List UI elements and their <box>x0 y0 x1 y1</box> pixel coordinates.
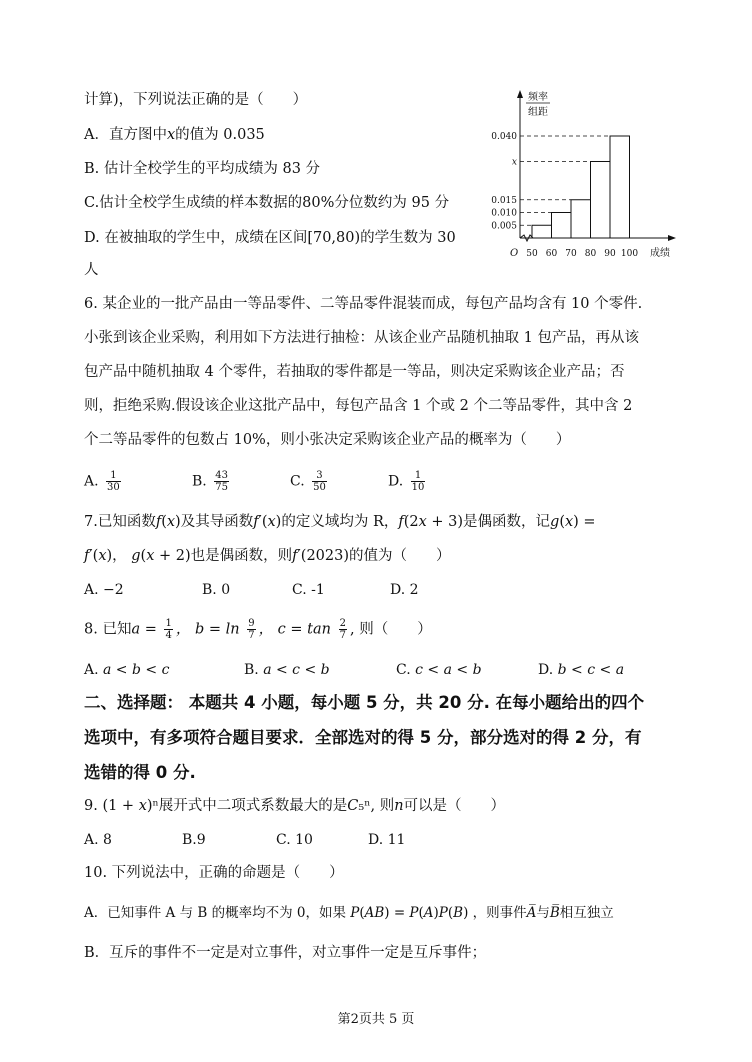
q9-stem: 9. (1 + 𝑥)ⁿ展开式中二项式系数最大的是𝐶₅ⁿ, 则𝑛可以是（ ） <box>84 798 506 814</box>
q6-option-d: D. $\frac{1}{10}$ <box>388 470 425 493</box>
q9-option-c: C. 10 <box>276 832 313 848</box>
q5-option-d-cont: 人 <box>84 262 99 278</box>
frequency-histogram <box>480 88 680 268</box>
q7-option-d: D. 2 <box>390 582 419 598</box>
histogram-bar-90 <box>610 136 630 238</box>
q8-option-b: B. 𝑎 < 𝑐 < 𝑏 <box>244 662 330 678</box>
q8-stem: 8. 已知𝑎 = $\frac{1}{4}$ ， 𝑏 = 𝑙𝑛 $\frac{9}{7}$ ， 𝑐 = 𝑡𝑎𝑛 $\frac{2}{7}$ , 则（ ） <box>84 618 432 641</box>
y-tick-label-0.040: 0.040 <box>491 132 517 142</box>
section-2-heading-line-1: 二、选择题： 本题共 4 小题，每小题 5 分，共 20 分. 在每小题给出的四个 <box>84 693 645 712</box>
q5-stem-tail: 计算)，下列说法正确的是（ ） <box>84 92 308 108</box>
q6-line-5: 个二等品零件的包数占 10%，则小张决定采购该企业产品的概率为（ ） <box>84 432 571 448</box>
x-tick-label-80: 80 <box>584 249 597 259</box>
x-tick-label-100: 100 <box>620 249 639 259</box>
y-axis-arrow <box>517 90 523 98</box>
q6-line-1: 6. 某企业的一批产品由一等品零件、二等品零件混装而成，每包产品均含有 10 个零件. <box>84 296 643 312</box>
y-tick-label-x: x <box>511 157 517 168</box>
q6-line-3: 包产品中随机抽取 4 个零件，若抽取的零件都是一等品，则决定采购该企业产品；否 <box>84 364 625 380</box>
q7-line-1: 7.已知函数𝑓(𝑥)及其导函数𝑓′(𝑥)的定义域均为 R，𝑓(2𝑥 + 3)是偶函数，记𝑔(𝑥) = <box>84 514 596 530</box>
q10-option-b: B．互斥的事件不一定是对立事件，对立事件一定是互斥事件； <box>84 945 487 961</box>
q6-option-b: B. $\frac{43}{75}$ <box>192 470 228 493</box>
q7-option-b: B. 0 <box>202 582 231 598</box>
q9-option-d: D. 11 <box>368 832 406 848</box>
section-2-heading-line-2: 选项中，有多项符合题目要求．全部选对的得 5 分，部分选对的得 2 分，有 <box>84 728 642 747</box>
q6-line-2: 小张到该企业采购，利用如下方法进行抽检：从该企业产品随机抽取 1 包产品，再从该 <box>84 330 639 346</box>
y-axis-label-top: 频率 <box>528 92 548 103</box>
histogram-bar-80 <box>591 162 611 239</box>
q9-option-a: A. 8 <box>84 832 112 848</box>
q8-option-c: C. 𝑐 < 𝑎 < 𝑏 <box>396 662 482 678</box>
q6-option-a: A. $\frac{1}{30}$ <box>84 470 120 493</box>
x-axis-arrow <box>668 235 676 241</box>
y-axis-label-bottom: 组距 <box>528 107 548 118</box>
histogram-bar-70 <box>571 200 591 238</box>
x-tick-label-50: 50 <box>526 249 538 259</box>
section-2-heading-line-3: 选错的得 0 分. <box>84 763 196 782</box>
x-tick-label-90: 90 <box>604 249 616 259</box>
q7-option-c: C. -1 <box>292 582 325 598</box>
q6-line-4: 则，拒绝采购.假设该企业这批产品中，每包产品含 1 个或 2 个二等品零件，其中含 2 <box>84 398 633 414</box>
q9-option-b: B.9 <box>182 832 206 848</box>
histogram-bar-60 <box>552 213 572 239</box>
q5-option-a: A．直方图中𝑥的值为 0.035 <box>84 127 265 143</box>
q10-stem: 10. 下列说法中，正确的命题是（ ） <box>84 865 344 881</box>
q5-option-c: C.估计全校学生成绩的样本数据的80%分位数约为 95 分 <box>84 195 450 211</box>
y-tick-label-0.005: 0.005 <box>491 221 517 232</box>
histogram-bar-50 <box>532 225 552 238</box>
q10-option-a: A．已知事件 A 与 B 的概率均不为 0，如果 𝑃(𝐴𝐵) = 𝑃(𝐴)𝑃(𝐵) ，则事件𝐴̅与𝐵̅相互独立 <box>84 905 614 921</box>
x-tick-label-70: 70 <box>565 249 577 259</box>
origin-label: O <box>510 248 519 259</box>
q8-option-a: A. 𝑎 < 𝑏 < 𝑐 <box>84 662 170 678</box>
x-tick-label-60: 60 <box>545 249 558 259</box>
y-tick-label-0.010: 0.010 <box>491 208 517 219</box>
q7-line-2: 𝑓′(𝑥)， 𝑔(𝑥 + 2)也是偶函数，则𝑓′(2023)的值为（ ） <box>84 548 451 564</box>
q8-option-d: D. 𝑏 < 𝑐 < 𝑎 <box>538 662 625 678</box>
q7-option-a: A. −2 <box>84 582 124 598</box>
page-footer: 第2页共 5 页 <box>337 1012 415 1027</box>
q5-option-d: D. 在被抽取的学生中，成绩在区间[70,80)的学生数为 30 <box>84 230 456 246</box>
x-axis-label: 成绩 <box>650 248 670 259</box>
q5-option-b: B. 估计全校学生的平均成绩为 83 分 <box>84 161 321 177</box>
y-tick-label-0.015: 0.015 <box>491 195 517 206</box>
q6-option-c: C. $\frac{3}{50}$ <box>290 470 326 493</box>
